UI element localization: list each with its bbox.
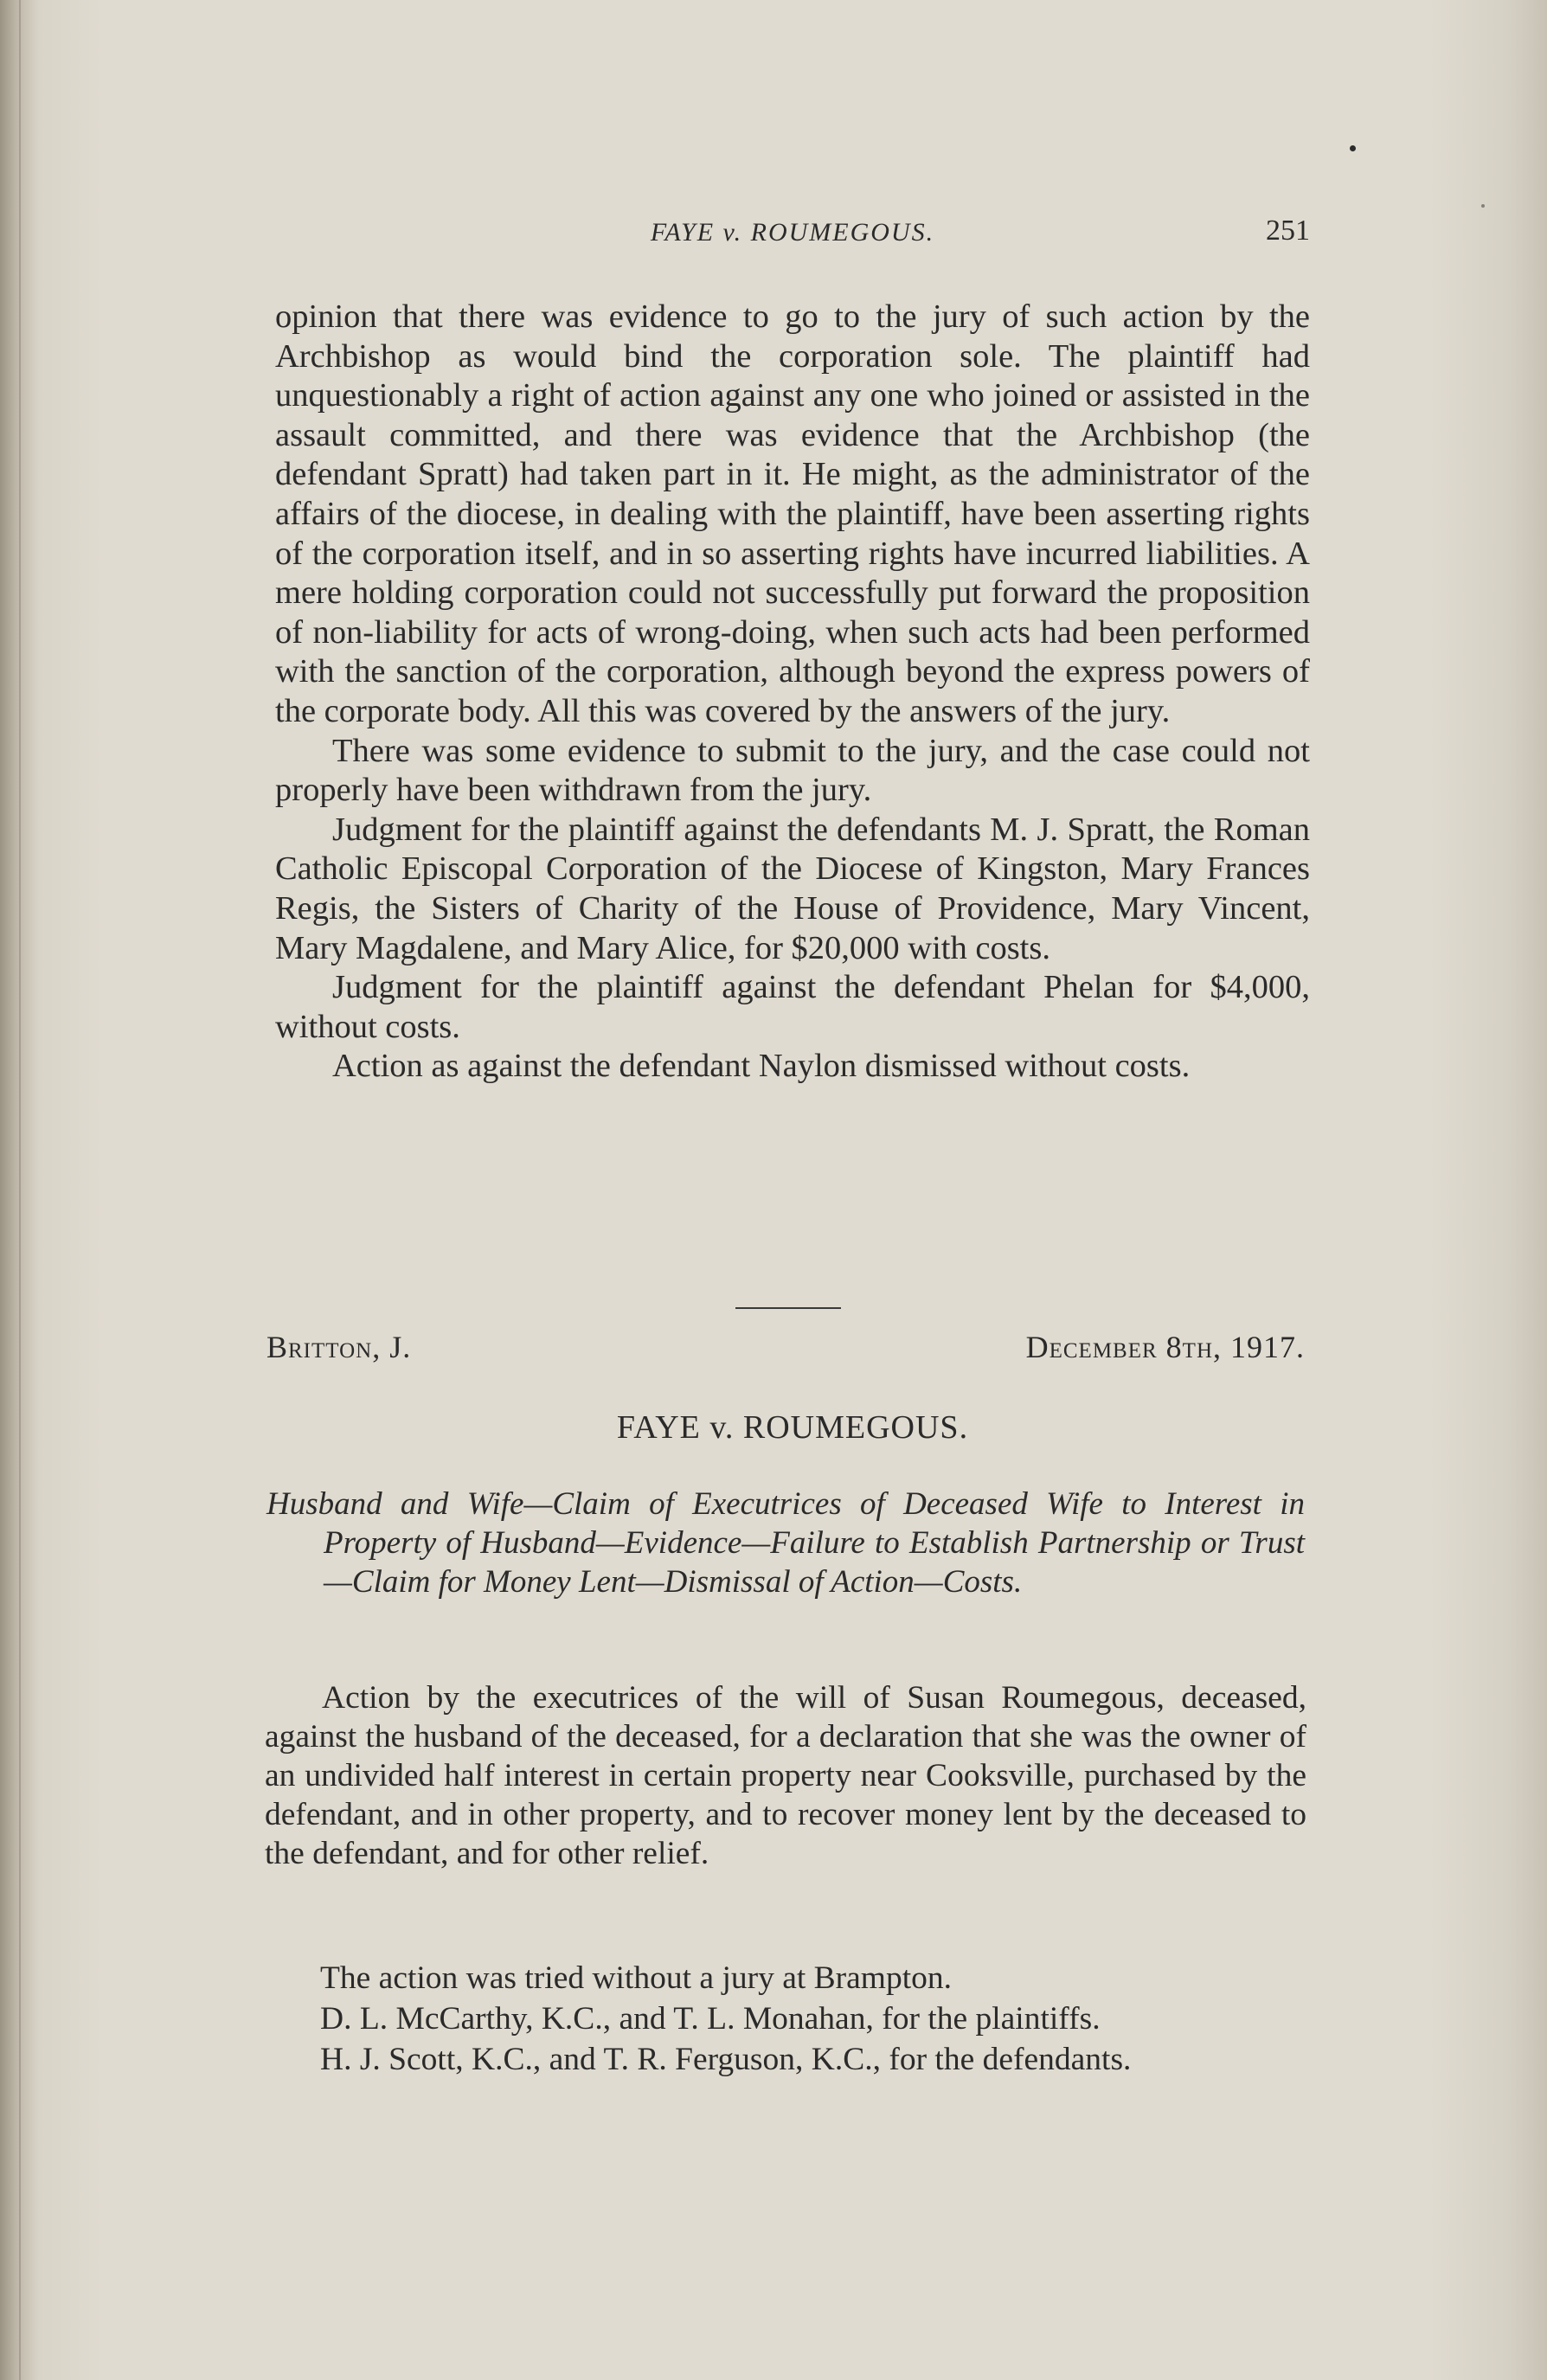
paper-speck <box>1350 145 1356 151</box>
opinion-paragraph: opinion that there was evidence to go to the jury of such action by the Archbishop as would bind the corporation sole. The plaintiff had unquestionably a right of action against any one who joined or assisted in the assault committed, and there was evidence that the Archbishop (the defendant Spratt) had taken part in it. He might, as the administrator of the affairs of the diocese, in dealing with the plaintiff, have been asserting rights of the corporation itself, and in so asserting rights have incurred liabilities. A mere holding corporation could not successfully put forward the proposition of non-liability for acts of wrong-doing, when such acts had been performed with the sanction of the corporation, although beyond the express powers of the corporate body. All this was covered by the answers of the jury. <box>275 298 1310 729</box>
continued-judgment <box>275 298 1310 1087</box>
trial-note: The action was tried without a jury at Brampton. <box>320 1960 953 1996</box>
judgment-paragraph-2: Judgment for the plaintiff against the defendant Phelan for $4,000, without costs. <box>275 969 1310 1045</box>
case-summary-block <box>265 1678 1306 1873</box>
counsel-plaintiffs: D. L. McCarthy, K.C., and T. L. Monahan, for the plaintiffs. <box>320 2001 1101 2037</box>
judgment-date: December 8th, 1917. <box>1025 1330 1305 1364</box>
section-divider <box>735 1307 841 1309</box>
headnote: Husband and Wife—Claim of Executrices of Deceased Wife to Interest in Property of Husband—Evidence—Failure to Establish Partnership or Trust—Claim for Money Lent—Dismissal of Action—Costs. <box>266 1486 1305 1600</box>
judgment-paragraph-1: Judgment for the plaintiff against the defendants M. J. Spratt, the Roman Catholic Episcopal Corporation of the Diocese of Kingston, Mary Frances Regis, the Sisters of Charity of the House of Providence, Mary Vincent, Mary Magdalene, and Mary Alice, for $20,000 with costs. <box>275 811 1310 966</box>
case-summary: Action by the executrices of the will of Susan Roumegous, deceased, against the husband of the deceased, for a declaration that she was the owner of an undivided half interest in certain property near Cooksville, purchased by the defendant, and in other property, and to recover money lent by the deceased to the defendant, and for other relief. <box>265 1680 1306 1871</box>
binding-gutter <box>19 0 21 2380</box>
dismissal-paragraph: Action as against the defendant Naylon dismissed without costs. <box>332 1048 1191 1085</box>
paper-speck <box>1481 204 1485 208</box>
page-header <box>275 215 1310 256</box>
counsel-block <box>265 1958 1312 2080</box>
judge-line <box>266 1329 1305 1369</box>
evidence-paragraph: There was some evidence to submit to the jury, and the case could not properly have been withdrawn from the jury. <box>275 732 1310 809</box>
judge-name: Britton, J. <box>266 1330 412 1364</box>
counsel-defendants: H. J. Scott, K.C., and T. R. Ferguson, K.C., for the defendants. <box>320 2042 1132 2077</box>
page-number: 251 <box>1266 215 1310 247</box>
case-title: FAYE v. ROUMEGOUS. <box>616 1409 969 1446</box>
running-title: FAYE v. ROUMEGOUS. <box>650 218 935 247</box>
